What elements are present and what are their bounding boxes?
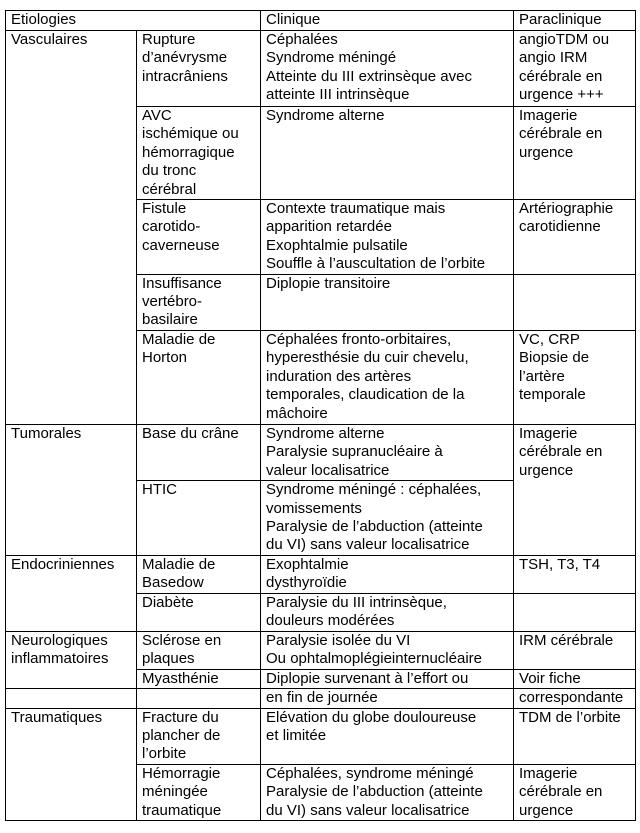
clinical-cell: en fin de journée	[261, 689, 514, 708]
table-row	[6, 689, 636, 708]
empty-cell	[6, 689, 137, 708]
paraclinical-cell: Imagerie cérébrale en urgence	[514, 764, 636, 820]
clinical-cell: Paralysie isolée du VI Ou ophtalmoplégieinternucléaire	[261, 631, 514, 669]
clinical-cell: Syndrome alterne Paralysie supranucléaire à valeur localisatrice	[261, 424, 514, 480]
group-label-trauma: Traumatiques	[6, 708, 137, 820]
paraclinical-cell: angioTDM ou angio IRM cérébrale en urgence +++	[514, 31, 636, 107]
paraclinical-cell	[514, 593, 636, 631]
cause-cell: Maladie de Basedow	[137, 555, 261, 593]
clinical-cell: Diplopie transitoire	[261, 274, 514, 330]
paraclinical-cell: Voir fiche	[514, 669, 636, 688]
clinical-cell: Céphalées fronto-orbitaires, hyperesthésie du cuir chevelu, induration des artères temporales, claudication de la mâchoire	[261, 330, 514, 424]
clinical-cell: Céphalées, syndrome méningé Paralysie de l’abduction (atteinte du VI) sans valeur localisatrice	[261, 764, 514, 820]
cause-cell: Insuffisance vertébro- basilaire	[137, 274, 261, 330]
cause-cell: Fistule carotido- caverneuse	[137, 200, 261, 275]
cause-cell: AVC ischémique ou hémorragique du tronc cérébral	[137, 107, 261, 200]
clinical-cell: Syndrome méningé : céphalées, vomissements Paralysie de l’abduction (atteinte du VI) sans valeur localisatrice	[261, 481, 514, 556]
paraclinical-cell: Artériographie carotidienne	[514, 200, 636, 275]
clinical-cell: Contexte traumatique mais apparition retardée Exophtalmie pulsatile Souffle à l’auscultation de l’orbite	[261, 200, 514, 275]
group-label-endocrine: Endocriniennes	[6, 555, 137, 631]
table-row	[6, 708, 636, 764]
header-paraclinical: Paraclinique	[514, 11, 636, 31]
group-label-neuro: Neurologiques inflammatoires	[6, 631, 137, 688]
cause-cell: HTIC	[137, 481, 261, 556]
clinical-cell: Syndrome alterne	[261, 107, 514, 200]
clinical-cell: Diplopie survenant à l’effort ou	[261, 669, 514, 688]
paraclinical-cell: VC, CRP Biopsie de l’artère temporale	[514, 330, 636, 424]
cause-cell: Diabète	[137, 593, 261, 631]
cause-cell	[137, 689, 261, 708]
paraclinical-cell: Imagerie cérébrale en urgence	[514, 107, 636, 200]
header-clinical: Clinique	[261, 11, 514, 31]
header-etiology: Etiologies	[6, 11, 261, 31]
clinical-cell: Exophtalmie dysthyroïdie	[261, 555, 514, 593]
table-row	[6, 424, 636, 480]
cause-cell: Fracture du plancher de l’orbite	[137, 708, 261, 764]
document-page	[5, 10, 636, 821]
clinical-cell: Paralysie du III intrinsèque, douleurs modérées	[261, 593, 514, 631]
diplopia-etiology-table	[5, 10, 636, 821]
cause-cell: Rupture d’anévrysme intracrâniens	[137, 31, 261, 107]
cause-cell: Myasthénie	[137, 669, 261, 688]
paraclinical-cell: TSH, T3, T4	[514, 555, 636, 593]
header-row	[6, 11, 636, 31]
cause-cell: Base du crâne	[137, 424, 261, 480]
group-label-tumoral: Tumorales	[6, 424, 137, 555]
group-label-vascular: Vasculaires	[6, 31, 137, 425]
clinical-cell: Elévation du globe douloureuse et limitée	[261, 708, 514, 764]
table-row	[6, 555, 636, 593]
table-row	[6, 631, 636, 669]
paraclinical-cell	[514, 274, 636, 330]
cause-cell: Sclérose en plaques	[137, 631, 261, 669]
paraclinical-cell: Imagerie cérébrale en urgence	[514, 424, 636, 555]
paraclinical-cell: IRM cérébrale	[514, 631, 636, 669]
paraclinical-cell: correspondante	[514, 689, 636, 708]
clinical-cell: Céphalées Syndrome méningé Atteinte du III extrinsèque avec atteinte III intrinsèque	[261, 31, 514, 107]
cause-cell: Hémorragie méningée traumatique	[137, 764, 261, 820]
cause-cell: Maladie de Horton	[137, 330, 261, 424]
paraclinical-cell: TDM de l’orbite	[514, 708, 636, 764]
table-row	[6, 31, 636, 107]
